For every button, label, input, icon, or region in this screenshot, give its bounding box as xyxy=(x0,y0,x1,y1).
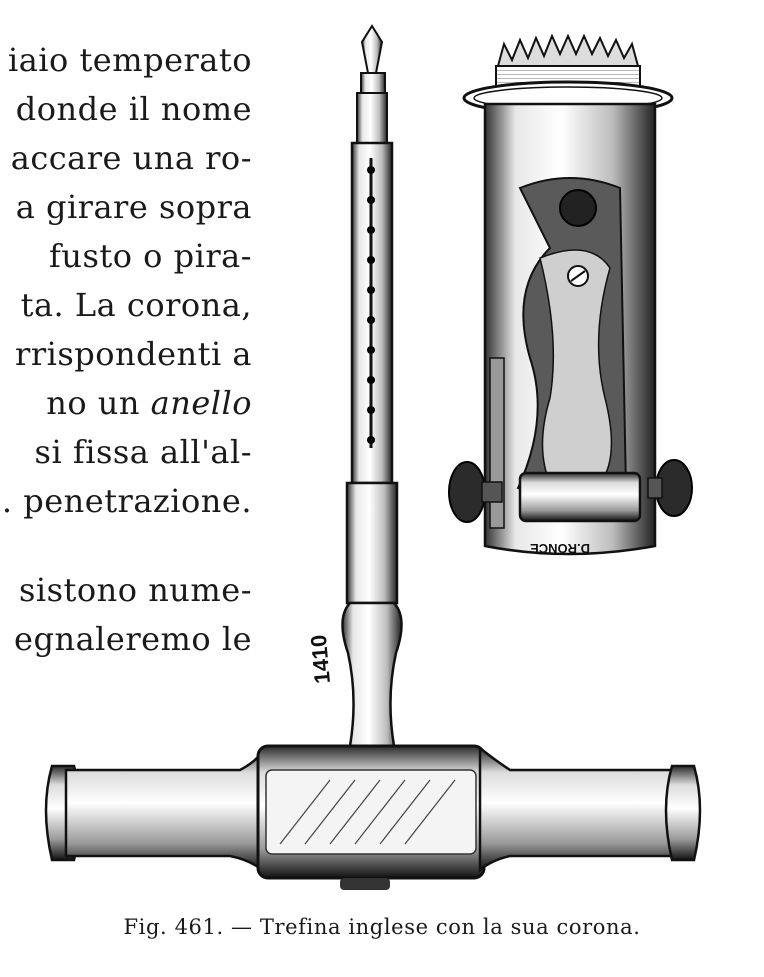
trephine-illustration xyxy=(30,18,730,908)
text-line: sistono nume- xyxy=(18,571,252,609)
crown-stamp: D.RONCE xyxy=(530,541,590,556)
text-line: rrispondenti a xyxy=(15,335,252,373)
text-line: donde il nome xyxy=(15,90,252,128)
text-line: egnaleremo le xyxy=(14,620,252,658)
figure-caption: Fig. 461. — Trefina inglese con la sua corona. xyxy=(123,915,641,939)
trephine-crown xyxy=(449,36,692,556)
italic-word: anello xyxy=(150,384,252,422)
handle-marking: 1410 xyxy=(305,633,335,685)
trephine-tip xyxy=(357,26,387,143)
text-line: a girare sopra xyxy=(15,188,252,226)
text-line: . penetrazione. xyxy=(1,482,252,520)
text-fragment: no un xyxy=(46,384,151,422)
text-line: accare una ro- xyxy=(10,139,252,177)
trephine-shaft xyxy=(347,143,397,603)
text-line: fusto o pira- xyxy=(48,237,252,275)
trephine-handle xyxy=(46,746,700,890)
text-line: ta. La corona, xyxy=(20,286,252,324)
text-line: si fissa all'al- xyxy=(34,433,252,471)
text-line: iaio temperato xyxy=(7,41,252,79)
trephine-neck xyxy=(306,603,402,746)
